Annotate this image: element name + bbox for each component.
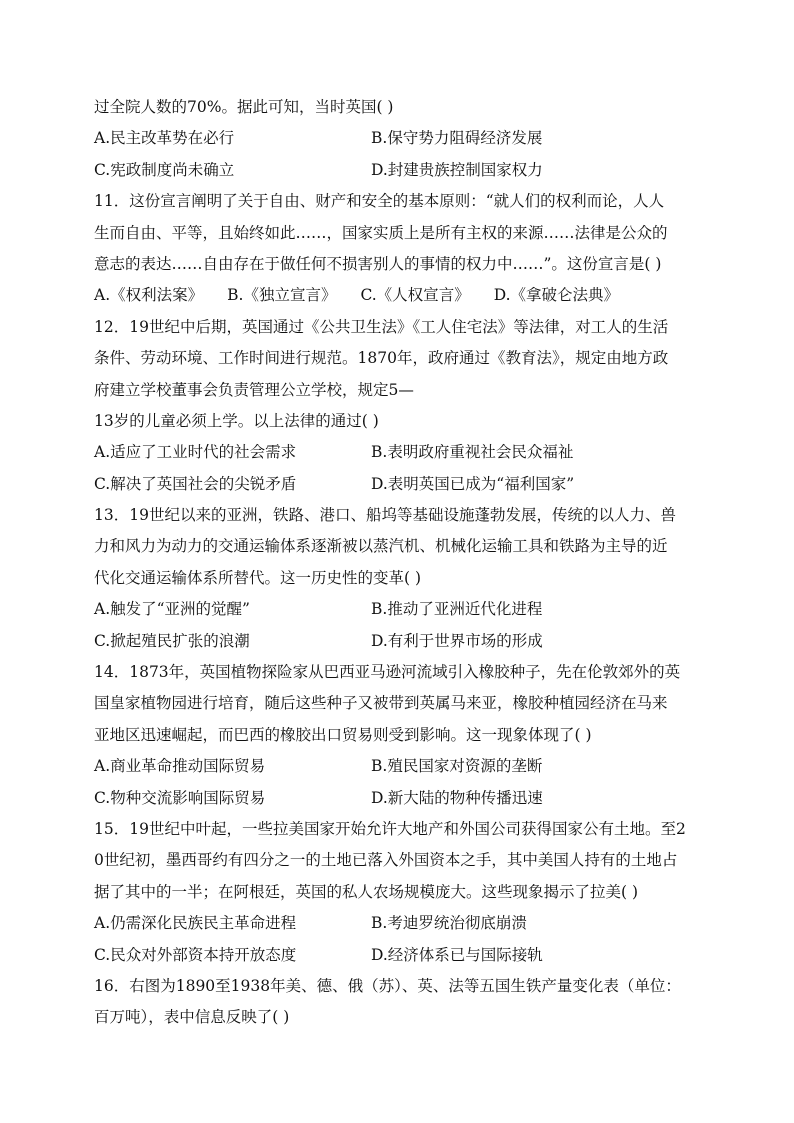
q10-option-a[interactable]: A.民主改革势在必行	[94, 129, 235, 148]
q14-options-row-1	[94, 751, 714, 782]
q13-option-d[interactable]: D.有利于世界市场的形成	[371, 631, 543, 650]
q15-stem-line-2: 0世纪初，墨西哥约有四分之一的土地已落入外国资本之手，其中美国人持有的土地占	[94, 851, 678, 870]
q12-stem-line-4: 13岁的儿童必须上学。以上法律的通过( )	[94, 411, 379, 430]
q15-option-b[interactable]: B.考迪罗统治彻底崩溃	[371, 914, 527, 933]
q15-option-a[interactable]: A.仍需深化民族民主革命进程	[94, 914, 297, 933]
q13-stem-line-2: 力和风力为动力的交通运输体系逐渐被以蒸汽机、机械化运输工具和铁路为主导的近	[94, 537, 668, 556]
question-list	[94, 92, 714, 1034]
q11-stem-line-1: 11．这份宣言阐明了关于自由、财产和安全的基本原则：“就人们的权利而论，人人	[94, 192, 665, 211]
q11-stem-line-2: 生而自由、平等，且始终如此……，国家实质上是所有主权的来源……法律是公众的	[94, 223, 668, 242]
q15-stem-line-1: 15．19世纪中叶起，一些拉美国家开始允许大地产和外国公司获得国家公有土地。至2	[94, 819, 686, 838]
q12-options-row-1	[94, 437, 714, 468]
q14-option-a[interactable]: A.商业革命推动国际贸易	[94, 757, 266, 776]
q10-option-b[interactable]: B.保守势力阻碍经济发展	[371, 129, 543, 148]
q12-option-b[interactable]: B.表明政府重视社会民众福祉	[371, 443, 574, 462]
q11-option-c[interactable]: C.《人权宣言》	[360, 286, 470, 305]
q11-option-b[interactable]: B.《独立宣言》	[227, 286, 337, 305]
q14-stem-line-2: 国皇家植物园进行培育，随后这些种子又被带到英属马来亚，橡胶种植园经济在马来	[94, 694, 668, 713]
q11-stem-line-3: 意志的表达……自由存在于做任何不损害别人的事情的权力中……”。这份宣言是( )	[94, 254, 662, 273]
q13-options-row-1	[94, 594, 714, 625]
q13-option-c[interactable]: C.掀起殖民扩张的浪潮	[94, 631, 250, 650]
q14-options-row-2	[94, 783, 714, 814]
q16-stem-line-1: 16．右图为1890至1938年美、德、俄（苏）、英、法等五国生铁产量变化表（单位：	[94, 976, 681, 995]
q12-stem-line-3: 府建立学校董事会负责管理公立学校，规定5—	[94, 380, 414, 399]
q10-option-c[interactable]: C.宪政制度尚未确立	[94, 160, 235, 179]
q13-options-row-2	[94, 626, 714, 657]
q12-option-c[interactable]: C.解决了英国社会的尖锐矛盾	[94, 474, 297, 493]
q16-stem-line-2: 百万吨），表中信息反映了( )	[94, 1008, 290, 1027]
q14-option-c[interactable]: C.物种交流影响国际贸易	[94, 788, 266, 807]
q14-option-b[interactable]: B.殖民国家对资源的垄断	[371, 757, 543, 776]
q13-stem-line-3: 代化交通运输体系所替代。这一历史性的变革( )	[94, 568, 422, 587]
q11-option-d[interactable]: D.《拿破仑法典》	[493, 286, 620, 305]
q11-options-row	[94, 280, 714, 311]
q13-stem-line-1: 13．19世纪以来的亚洲，铁路、港口、船坞等基础设施蓬勃发展，传统的以人力、兽	[94, 506, 676, 525]
q10-options-row-2	[94, 155, 714, 186]
q12-stem-line-1: 12．19世纪中后期，英国通过《公共卫生法》《工人住宅法》等法律，对工人的生活	[94, 317, 669, 336]
q12-stem-line-2: 条件、劳动环境、工作时间进行规范。1870年，政府通过《教育法》，规定由地方政	[94, 349, 669, 368]
q13-option-b[interactable]: B.推动了亚洲近代化进程	[371, 600, 543, 619]
q12-options-row-2	[94, 469, 714, 500]
q15-option-d[interactable]: D.经济体系已与国际接轨	[371, 945, 543, 964]
q12-option-a[interactable]: A.适应了工业时代的社会需求	[94, 443, 297, 462]
q14-option-d[interactable]: D.新大陆的物种传播迅速	[371, 788, 543, 807]
q10-option-d[interactable]: D.封建贵族控制国家权力	[371, 160, 543, 179]
q14-stem-line-3: 亚地区迅速崛起，而巴西的橡胶出口贸易则受到影响。这一现象体现了( )	[94, 725, 592, 744]
q10-options-row-1	[94, 123, 714, 154]
q11-option-a[interactable]: A.《权利法案》	[94, 286, 204, 305]
q12-option-d[interactable]: D.表明英国已成为“福利国家”	[371, 474, 575, 493]
q15-stem-line-3: 据了其中的一半；在阿根廷，英国的私人农场规模庞大。这些现象揭示了拉美( )	[94, 882, 639, 901]
q15-options-row-2	[94, 940, 714, 971]
q14-stem-line-1: 14．1873年，英国植物探险家从巴西亚马逊河流域引入橡胶种子，先在伦敦郊外的英	[94, 663, 681, 682]
q13-option-a[interactable]: A.触发了“亚洲的觉醒”	[94, 600, 250, 619]
q15-option-c[interactable]: C.民众对外部资本持开放态度	[94, 945, 297, 964]
q15-options-row-1	[94, 908, 714, 939]
q10-stem-tail: 过全院人数的70%。据此可知，当时英国( )	[94, 98, 394, 116]
